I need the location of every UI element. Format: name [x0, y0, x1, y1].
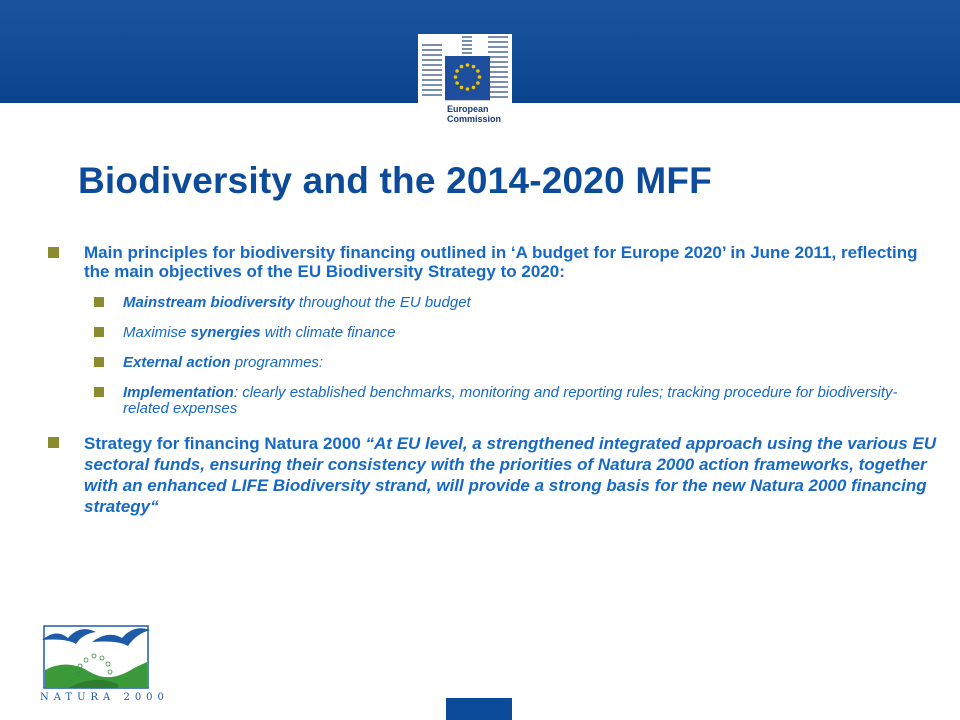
- square-bullet-icon: [94, 297, 104, 307]
- sub-bullet-text: throughout the EU budget: [294, 294, 471, 311]
- square-bullet-icon: [94, 327, 104, 337]
- bottom-tab: [446, 698, 512, 720]
- square-bullet-icon: [94, 357, 104, 367]
- sub-bullet-bold: Mainstream biodiversity: [123, 294, 295, 311]
- sub-bullet-bold: synergies: [190, 324, 261, 341]
- natura-2000-emblem-icon: [38, 618, 158, 692]
- sub-bullet-implementation: [48, 385, 938, 417]
- european-commission-logo: [418, 34, 512, 134]
- sub-bullet-synergies: [48, 325, 938, 341]
- slide-body: [48, 243, 938, 517]
- sub-bullet-external-action: [48, 355, 938, 371]
- bullet-principles: [48, 243, 938, 281]
- bullet-natura-lead: Strategy for financing Natura 2000: [84, 434, 366, 453]
- logo-label: European Commission: [447, 104, 502, 124]
- sub-bullet-text: with climate finance: [260, 324, 396, 341]
- sub-bullet-text: programmes:: [230, 354, 324, 371]
- sub-bullet-mainstream: [48, 295, 938, 311]
- sub-bullet-text-pre: Maximise: [123, 324, 191, 341]
- natura-2000-logo: [38, 618, 169, 716]
- page-title: Biodiversity and the 2014-2020 MFF: [78, 160, 712, 201]
- sub-bullet-bold: Implementation: [123, 384, 234, 401]
- square-bullet-icon: [48, 437, 59, 448]
- sub-bullet-text: : clearly established benchmarks, monitoring and reporting rules; tracking procedure for biodiversity-related expenses: [123, 384, 898, 417]
- square-bullet-icon: [94, 387, 104, 397]
- bullet-natura-strategy: [48, 433, 938, 517]
- square-bullet-icon: [48, 247, 59, 258]
- sub-bullet-bold: External action: [123, 354, 231, 371]
- natura-2000-text: NATURA 2000: [40, 692, 169, 703]
- bullet-principles-text: Main principles for biodiversity financing outlined in ‘A budget for Europe 2020’ in June 2011, reflecting the main objectives of the EU Biodiversity Strategy to 2020:: [84, 243, 918, 281]
- bullet-natura-quote: “At EU level, a strengthened integrated approach using the various EU sectoral funds, ensuring their consistency with the priorities of Natura 2000 action frameworks, together with an enhanced LIFE Biodiversity strand, will provide a strong basis for the new Natura 2000 financing strategy“: [84, 434, 937, 516]
